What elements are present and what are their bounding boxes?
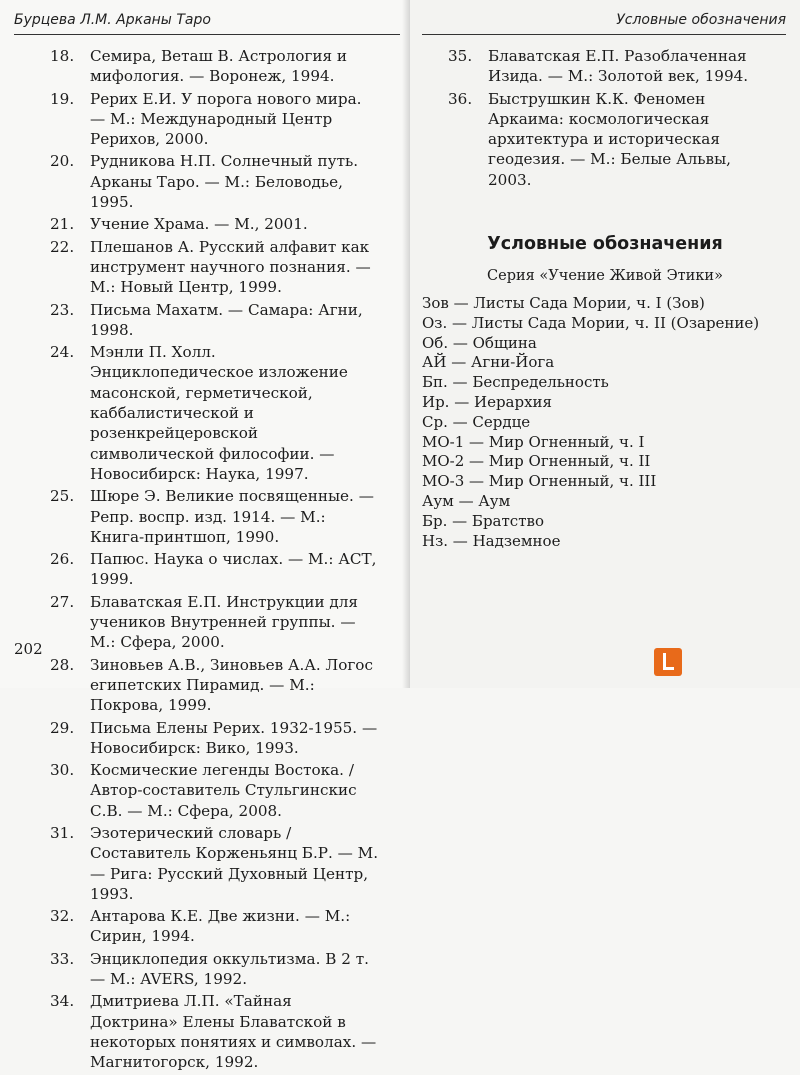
- reference-item: [50, 655, 380, 716]
- reference-number: 28.: [50, 655, 75, 674]
- reference-text: Рерих Е.И. У порога нового мира. — М.: Международный Центр Рерихов, 2000.: [90, 89, 362, 149]
- reference-number: 30.: [50, 761, 75, 780]
- abbreviation-list: [422, 294, 759, 551]
- running-header-right: Условные обозначения: [616, 12, 786, 28]
- reference-item: [50, 592, 380, 653]
- right-page: [410, 0, 800, 688]
- reference-number: 24.: [50, 343, 75, 362]
- reference-item: [50, 151, 380, 212]
- reference-list-right: [448, 46, 768, 192]
- reference-number: 32.: [50, 907, 75, 926]
- abbreviation-item: Бр. — Братство: [422, 511, 544, 530]
- reference-item: [50, 906, 380, 947]
- reference-number: 36.: [448, 89, 473, 108]
- reference-text: Антарова К.Е. Две жизни. — М.: Сирин, 1994.: [90, 907, 351, 946]
- reference-text: Блаватская Е.П. Инструкции для учеников Внутренней группы. — М.: Сфера, 2000.: [90, 592, 358, 652]
- abbreviation-item: Бп. — Беспредельность: [422, 373, 609, 392]
- reference-text: Семира, Веташ В. Астрология и мифология. — Воронеж, 1994.: [90, 47, 348, 86]
- reference-number: 18.: [50, 47, 75, 65]
- reference-number: 27.: [50, 592, 75, 611]
- abbreviation-item: АЙ — Агни-Йога: [422, 353, 555, 372]
- reference-text: Письма Елены Рерих. 1932-1955. — Новосибирск: Вико, 1993.: [90, 718, 378, 757]
- reference-number: 31.: [50, 823, 75, 842]
- section-title: Условные обозначения: [487, 234, 723, 254]
- reference-text: Быструшкин К.К. Феномен Аркаима: космологическая архитектура и историческая геодезия. — М.: Белые Альвы, 2003.: [488, 89, 731, 189]
- reference-item: [50, 949, 380, 990]
- reference-text: Космические легенды Востока. / Автор-составитель Стульгинскис С.В. — М.: Сфера, 2008.: [90, 761, 357, 820]
- reference-text: Рудникова Н.П. Солнечный путь. Арканы Таро. — М.: Беловодье, 1995.: [90, 152, 359, 212]
- abbreviation-item: Зов — Листы Сада Мории, ч. I (Зов): [422, 294, 705, 312]
- reference-number: 21.: [50, 215, 75, 234]
- reference-item: [50, 486, 380, 547]
- reference-item: [50, 991, 380, 1072]
- reference-item: [50, 89, 380, 150]
- page-number: 202: [14, 640, 43, 658]
- reference-number: 29.: [50, 718, 75, 737]
- reference-text: Блаватская Е.П. Разоблаченная Изида. — М.: Золотой век, 1994.: [488, 47, 749, 86]
- reference-item: [50, 214, 380, 234]
- reference-number: 25.: [50, 487, 75, 506]
- reference-text: Энциклопедия оккультизма. В 2 т. — М.: AVERS, 1992.: [90, 949, 369, 989]
- reference-number: 26.: [50, 550, 75, 569]
- reference-item: [50, 549, 380, 590]
- reference-number: 33.: [50, 949, 75, 968]
- header-rule-right: [422, 34, 786, 35]
- reference-number: 23.: [50, 300, 75, 319]
- reference-text: Эзотерический словарь / Составитель Корженьянц Б.Р. — М. — Рига: Русский Духовный Центр, 1993.: [90, 823, 379, 903]
- abbreviation-item: МО-2 — Мир Огненный, ч. II: [422, 452, 651, 471]
- reference-item: [50, 46, 380, 87]
- abbreviation-item: Нз. — Надземное: [422, 531, 561, 550]
- reference-text: Шюре Э. Великие посвященные. — Репр. воспр. изд. 1914. — М.: Книга-принтшоп, 1990.: [90, 487, 374, 546]
- series-title: Серия «Учение Живой Этики»: [487, 268, 723, 284]
- reference-item: [50, 342, 380, 484]
- reference-text: Плешанов А. Русский алфавит как инструмент научного познания. — М.: Новый Центр, 1999.: [90, 237, 371, 297]
- abbreviation-item: МО-3 — Мир Огненный, ч. III: [422, 472, 657, 491]
- running-header-left: Бурцева Л.М. Арканы Таро: [14, 12, 211, 28]
- reference-item: [50, 760, 380, 821]
- reference-text: Учение Храма. — М., 2001.: [90, 215, 308, 234]
- header-rule-left: [14, 34, 400, 35]
- abbreviation-item: МО-1 — Мир Огненный, ч. I: [422, 432, 645, 451]
- reference-number: 35.: [448, 47, 473, 65]
- reference-text: Дмитриева Л.П. «Тайная Доктрина» Елены Блаватской в некоторых понятиях и символах. — Магнитогорск, 1992.: [90, 992, 377, 1072]
- reference-item: [50, 237, 380, 298]
- abbreviation-item: Оз. — Листы Сада Мории, ч. II (Озарение): [422, 313, 760, 332]
- reference-item: [50, 300, 380, 341]
- reference-number: 19.: [50, 89, 75, 108]
- reference-text: Письма Махатм. — Самара: Агни, 1998.: [90, 300, 363, 339]
- reference-item: [50, 823, 380, 904]
- reference-number: 34.: [50, 992, 75, 1011]
- abbreviation-item: Ир. — Иерархия: [422, 392, 553, 411]
- publisher-logo-icon: [654, 648, 682, 676]
- reference-number: 22.: [50, 237, 75, 256]
- reference-item: [50, 718, 380, 759]
- reference-text: Мэнли П. Холл. Энциклопедическое изложение масонской, герметической, каббалистической и розенкрейцеровской символической философии. — Новосибирск: Наука, 1997.: [90, 343, 348, 483]
- reference-number: 20.: [50, 152, 75, 171]
- reference-list-left: [50, 46, 380, 1075]
- abbreviation-item: Об. — Община: [422, 333, 537, 352]
- reference-item: [448, 46, 768, 87]
- abbreviation-item: Ср. — Сердце: [422, 412, 531, 431]
- reference-text: Зиновьев А.В., Зиновьев А.А. Логос египетских Пирамид. — М.: Покрова, 1999.: [90, 655, 373, 715]
- reference-item: [448, 89, 768, 190]
- reference-text: Папюс. Наука о числах. — М.: АСТ, 1999.: [90, 550, 377, 589]
- abbreviation-item: Аум — Аум: [422, 491, 511, 510]
